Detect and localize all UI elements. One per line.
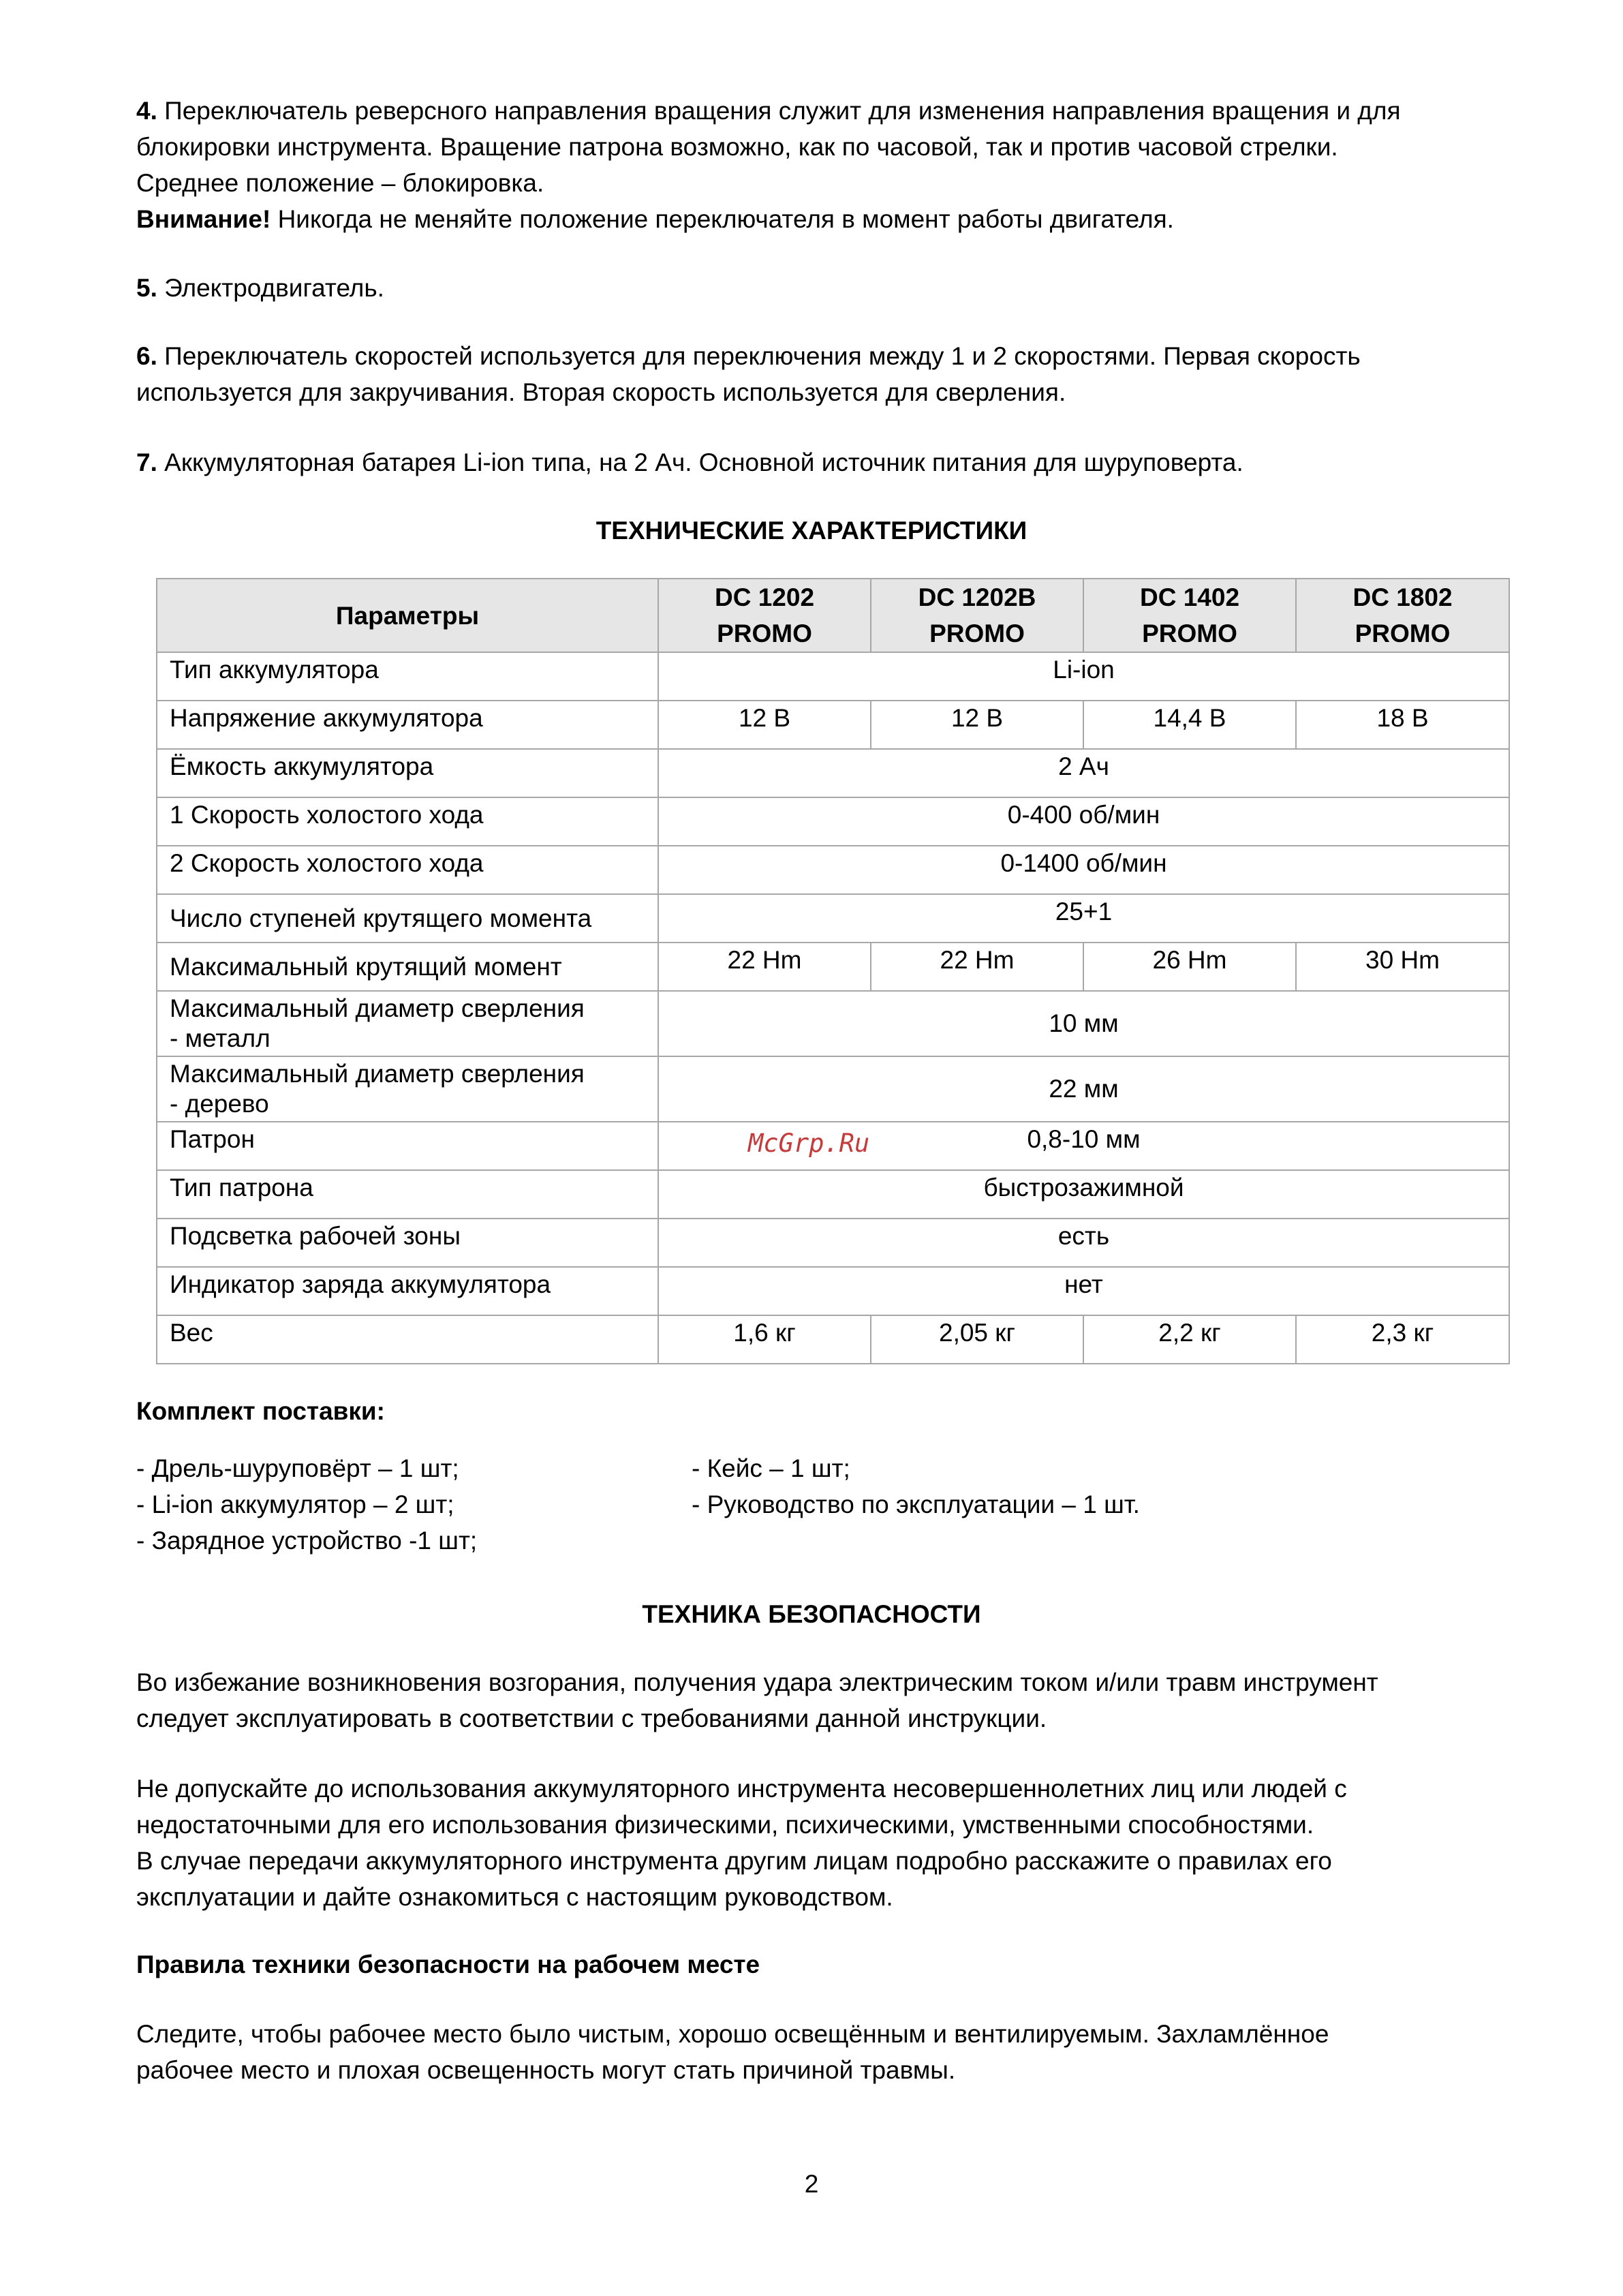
item-6-line-1: Переключатель скоростей используется для переключения между 1 и 2 скоростями. Первая скорость [164, 342, 1361, 370]
row-value: 12 В [871, 701, 1083, 749]
table-row [157, 1315, 1509, 1364]
workplace-title: Правила техники безопасности на рабочем месте [136, 1950, 760, 1978]
safety-paragraph-1 [136, 1664, 1513, 1736]
list-item: - Кейс – 1 шт; [692, 1454, 850, 1482]
item-6-line-2: используется для закручивания. Вторая скорость используется для сверления. [136, 378, 1066, 406]
table-row [157, 797, 1509, 846]
table-row [157, 894, 1509, 943]
table-row [157, 943, 1509, 991]
table-row [157, 1267, 1509, 1315]
item-4-line-1: Переключатель реверсного направления вращения служит для изменения направления вращения и для [164, 97, 1401, 125]
row-value: нет [658, 1267, 1509, 1315]
item-5-paragraph [136, 270, 1513, 306]
kit-list-right [692, 1450, 1140, 1522]
model-series: PROMO [1355, 619, 1451, 647]
list-item: - Дрель-шуруповёрт – 1 шт; [136, 1454, 459, 1482]
kit-list-left [136, 1450, 477, 1559]
model-name: DC 1202B [918, 583, 1036, 611]
item-6-number: 6. [136, 342, 157, 370]
safety-title: ТЕХНИКА БЕЗОПАСНОСТИ [642, 1600, 981, 1628]
row-value: 12 В [658, 701, 871, 749]
paragraph-line: рабочее место и плохая освещенность могут стать причиной травмы. [136, 2056, 956, 2084]
header-model [1296, 579, 1509, 652]
header-model [658, 579, 871, 652]
row-value: 26 Hm [1083, 943, 1296, 991]
specs-title: ТЕХНИЧЕСКИЕ ХАРАКТЕРИСТИКИ [596, 517, 1027, 545]
row-value: Li-ion [658, 652, 1509, 701]
item-6-paragraph [136, 338, 1513, 410]
row-value: 2,2 кг [1083, 1315, 1296, 1364]
item-4-paragraph [136, 93, 1513, 237]
model-name: DC 1802 [1352, 583, 1453, 611]
page-number: 2 [804, 2170, 819, 2198]
row-label: Тип аккумулятора [157, 652, 658, 701]
row-label: Максимальный крутящий момент [157, 943, 658, 991]
paragraph-line: Следите, чтобы рабочее место было чистым, хорошо освещённым и вентилируемым. Захламлённое [136, 2020, 1329, 2048]
list-item: - Зарядное устройство -1 шт; [136, 1527, 478, 1555]
header-param: Параметры [157, 579, 658, 652]
table-row [157, 701, 1509, 749]
model-name: DC 1202 [714, 583, 815, 611]
row-value: 2,3 кг [1296, 1315, 1509, 1364]
item-4-line-2: блокировки инструмента. Вращение патрона возможно, как по часовой, так и против часовой стрелки. [136, 133, 1338, 161]
row-label: Подсветка рабочей зоны [157, 1219, 658, 1267]
model-series: PROMO [1142, 619, 1237, 647]
watermark-text: McGrp.Ru [748, 1129, 870, 1158]
model-series: PROMO [929, 619, 1025, 647]
item-4-number: 4. [136, 97, 157, 125]
row-value: 18 В [1296, 701, 1509, 749]
table-row [157, 846, 1509, 894]
paragraph-line: Во избежание возникновения возгорания, получения удара электрическим током и/или травм инструмент [136, 1668, 1378, 1696]
kit-title: Комплект поставки: [136, 1397, 385, 1425]
warning-label: Внимание! [136, 205, 271, 233]
paragraph-line: следует эксплуатировать в соответствии с требованиями данной инструкции. [136, 1704, 1047, 1732]
list-item: - Li-ion аккумулятор – 2 шт; [136, 1490, 454, 1518]
item-4-line-3: Среднее положение – блокировка. [136, 169, 544, 197]
row-value: 0,8-10 мм [658, 1122, 1509, 1170]
row-value: есть [658, 1219, 1509, 1267]
row-label: Патрон [157, 1122, 658, 1170]
row-value: 0-1400 об/мин [658, 846, 1509, 894]
row-label [157, 991, 658, 1056]
specs-table [156, 578, 1510, 1364]
item-5-number: 5. [136, 274, 157, 302]
row-label: Число ступеней крутящего момента [157, 894, 658, 943]
row-value: быстрозажимной [658, 1170, 1509, 1219]
header-model [1083, 579, 1296, 652]
model-name: DC 1402 [1139, 583, 1240, 611]
row-value: 0-400 об/мин [658, 797, 1509, 846]
row-label: Вес [157, 1315, 658, 1364]
row-value: 10 мм [658, 991, 1509, 1056]
row-label: Индикатор заряда аккумулятора [157, 1267, 658, 1315]
row-value: 1,6 кг [658, 1315, 871, 1364]
row-label-line: - металл [170, 1024, 270, 1052]
table-row [157, 1219, 1509, 1267]
row-label: 2 Скорость холостого хода [157, 846, 658, 894]
row-label-line: - дерево [170, 1090, 269, 1118]
row-value: 22 Hm [658, 943, 871, 991]
row-value: 22 мм [658, 1056, 1509, 1122]
table-row [157, 991, 1509, 1056]
row-value: 22 Hm [871, 943, 1083, 991]
safety-paragraph-3 [136, 2016, 1513, 2088]
paragraph-line: Не допускайте до использования аккумуляторного инструмента несовершеннолетних лиц или людей с [136, 1775, 1347, 1803]
item-7-paragraph [136, 444, 1513, 480]
item-7-text: Аккумуляторная батарея Li-ion типа, на 2 Ач. Основной источник питания для шуруповерта. [164, 448, 1243, 476]
list-item: - Руководство по эксплуатации – 1 шт. [692, 1490, 1140, 1518]
row-label: Напряжение аккумулятора [157, 701, 658, 749]
table-row [157, 749, 1509, 797]
item-5-text: Электродвигатель. [164, 274, 384, 302]
row-value: 25+1 [658, 894, 1509, 943]
paragraph-line: эксплуатации и дайте ознакомиться с настоящим руководством. [136, 1883, 893, 1911]
item-7-number: 7. [136, 448, 157, 476]
row-value: 30 Hm [1296, 943, 1509, 991]
table-row [157, 1170, 1509, 1219]
row-label [157, 1056, 658, 1122]
table-row [157, 652, 1509, 701]
row-value: 2,05 кг [871, 1315, 1083, 1364]
row-label-line: Максимальный диаметр сверления [170, 994, 585, 1022]
specs-header-row [157, 579, 1509, 652]
model-series: PROMO [717, 619, 812, 647]
warning-text: Никогда не меняйте положение переключателя в момент работы двигателя. [277, 205, 1174, 233]
row-label: Тип патрона [157, 1170, 658, 1219]
row-label: 1 Скорость холостого хода [157, 797, 658, 846]
paragraph-line: В случае передачи аккумуляторного инструмента другим лицам подробно расскажите о правилах его [136, 1847, 1332, 1875]
row-label-line: Максимальный диаметр сверления [170, 1060, 585, 1088]
row-value: 14,4 В [1083, 701, 1296, 749]
row-value: 2 Ач [658, 749, 1509, 797]
paragraph-line: недостаточными для его использования физическими, психическими, умственными способностями. [136, 1811, 1314, 1839]
header-model [871, 579, 1083, 652]
safety-paragraph-2 [136, 1771, 1513, 1915]
table-row [157, 1056, 1509, 1122]
row-label: Ёмкость аккумулятора [157, 749, 658, 797]
